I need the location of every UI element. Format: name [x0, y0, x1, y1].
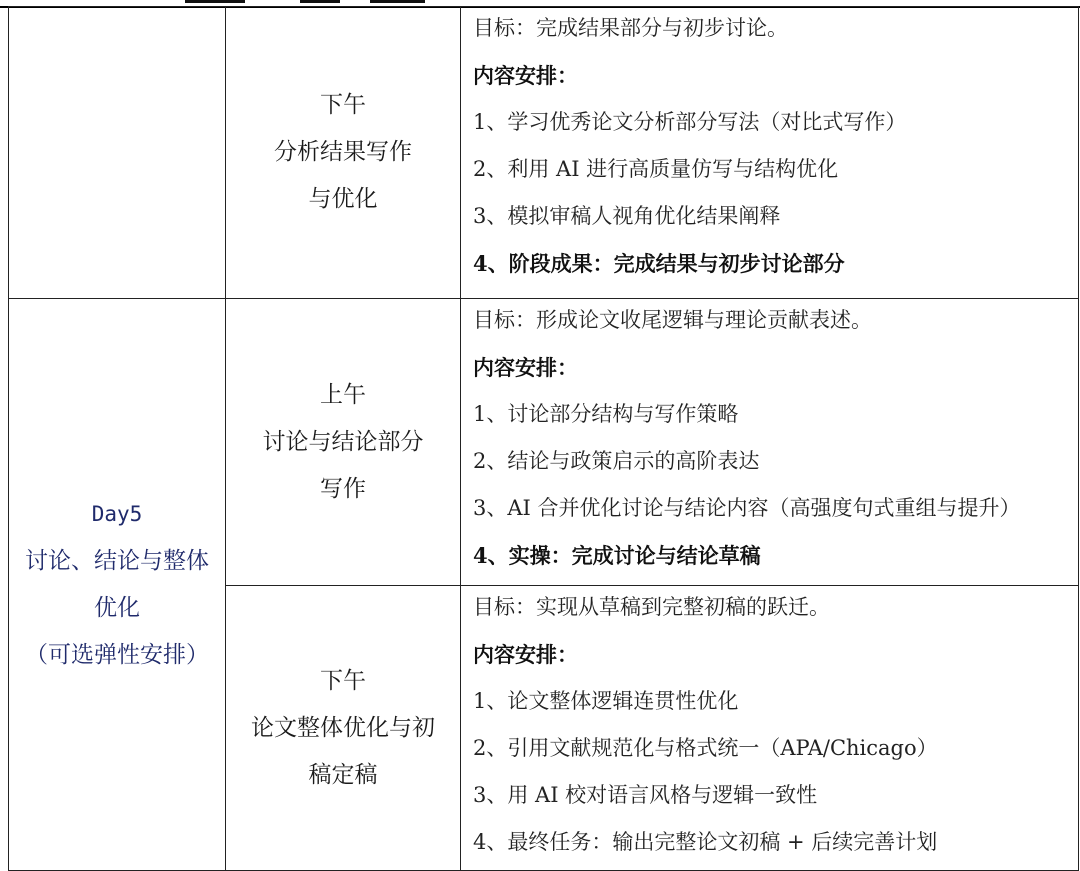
- list-item: 4、实操：完成讨论与结论草稿: [473, 543, 761, 568]
- list-item: 3、用 AI 校对语言风格与逻辑一致性: [473, 783, 818, 807]
- table-row: [9, 7, 1079, 299]
- list-item: 2、引用文献规范化与格式统一（APA/Chicago）: [473, 736, 938, 760]
- goal-text: 目标：实现从草稿到完整初稿的跃迁。: [473, 595, 830, 619]
- day-label: Day5: [91, 501, 143, 526]
- content-heading: 内容安排：: [473, 355, 578, 380]
- list-item: 4、最终任务：输出完整论文初稿 + 后续完善计划: [473, 830, 938, 854]
- table-row: [9, 299, 1079, 586]
- session-title: 讨论与结论部分: [262, 428, 424, 455]
- cropped-text-fragment: [370, 0, 425, 3]
- content-heading: 内容安排：: [473, 63, 578, 88]
- schedule-table: [8, 6, 1079, 871]
- list-item: 3、模拟审稿人视角优化结果阐释: [473, 204, 781, 228]
- day-cell-empty: [9, 7, 226, 299]
- day-note: （可选弹性安排）: [25, 641, 209, 668]
- session-title: 写作: [320, 475, 366, 502]
- session-period: 上午: [320, 381, 366, 408]
- goal-text: 目标：完成结果部分与初步讨论。: [473, 16, 788, 40]
- list-item: 4、阶段成果：完成结果与初步讨论部分: [473, 251, 845, 276]
- session-period: 下午: [320, 667, 366, 694]
- cropped-text-fragment: [300, 0, 340, 3]
- session-title: 分析结果写作: [274, 139, 412, 165]
- content-cell: [461, 299, 1079, 586]
- list-item: 1、学习优秀论文分析部分写法（对比式写作）: [473, 110, 907, 134]
- day-cell: [9, 299, 226, 871]
- day-title: 讨论、结论与整体: [25, 547, 209, 574]
- session-cell: [226, 586, 461, 871]
- content-heading: 内容安排：: [473, 642, 578, 667]
- session-cell: [226, 7, 461, 299]
- list-item: 1、讨论部分结构与写作策略: [473, 402, 739, 426]
- list-item: 3、AI 合并优化讨论与结论内容（高强度句式重组与提升）: [473, 496, 1021, 520]
- list-item: 2、利用 AI 进行高质量仿写与结构优化: [473, 157, 839, 181]
- goal-text: 目标：形成论文收尾逻辑与理论贡献表述。: [473, 308, 872, 332]
- cropped-text-fragment: [185, 0, 245, 3]
- content-cell: [461, 7, 1079, 299]
- session-period: 下午: [320, 92, 366, 118]
- session-title: 稿定稿: [308, 761, 378, 788]
- day-title: 优化: [94, 594, 140, 621]
- list-item: 2、结论与政策启示的高阶表达: [473, 449, 760, 473]
- session-title: 论文整体优化与初: [251, 714, 435, 741]
- list-item: 1、论文整体逻辑连贯性优化: [473, 689, 739, 713]
- session-title: 与优化: [308, 186, 378, 212]
- session-cell: [226, 299, 461, 586]
- content-cell: [461, 586, 1079, 871]
